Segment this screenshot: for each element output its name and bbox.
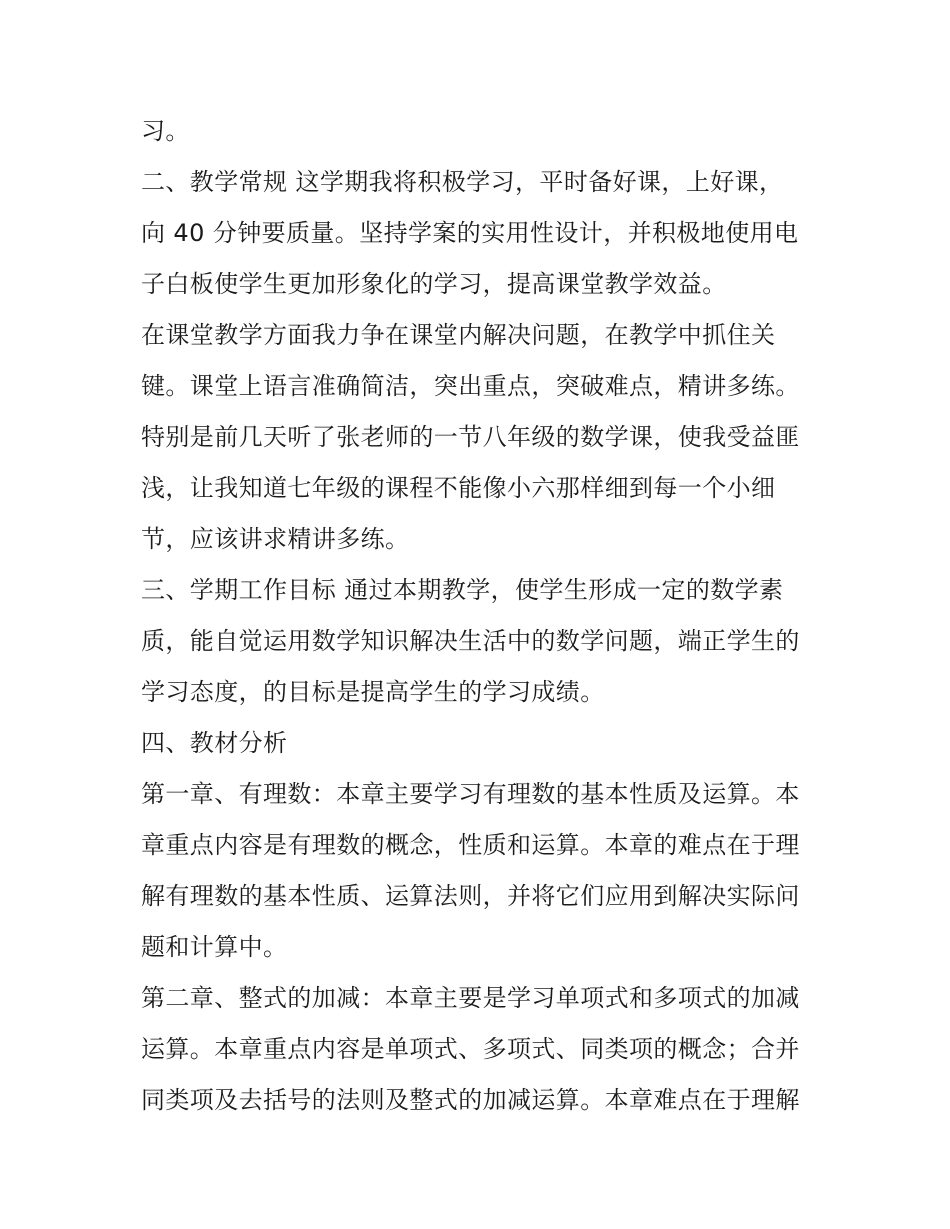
text-line: 特别是前几天听了张老师的一节八年级的数学课，使我受益匪 [141,423,800,451]
text-line: 解有理数的基本性质、运算法则，并将它们应用到解决实际问 [141,882,800,910]
text-line: 题和计算中。 [141,933,288,961]
text-line: 四、教材分析 [141,729,288,757]
text-line: 二、教学常规 这学期我将积极学习，平时备好课，上好课， [141,168,784,196]
text-line: 学习态度，的目标是提高学生的学习成绩。 [141,678,605,706]
text-line: 子白板使学生更加形象化的学习，提高课堂教学效益。 [141,270,727,298]
text-line: 第二章、整式的加减：本章主要是学习单项式和多项式的加减 [141,984,800,1012]
text-line: 运算。本章重点内容是单项式、多项式、同类项的概念；合并 [141,1035,800,1063]
text-line: 三、学期工作目标 通过本期教学，使学生形成一定的数学素 [141,576,784,604]
document-page [141,106,821,1126]
text-line: 章重点内容是有理数的概念，性质和运算。本章的难点在于理 [141,831,800,859]
text-line: 浅，让我知道七年级的课程不能像小六那样细到每一个小细 [141,474,776,502]
text-line: 在课堂教学方面我力争在课堂内解决问题，在教学中抓住关 [141,321,776,349]
text-line: 键。课堂上语言准确简洁，突出重点，突破难点，精讲多练。 [141,372,800,400]
text-line: 向 40 分钟要质量。坚持学案的实用性设计，并积极地使用电 [141,219,799,247]
text-line: 节，应该讲求精讲多练。 [141,525,410,553]
text-line: 同类项及去括号的法则及整式的加减运算。本章难点在于理解 [141,1086,800,1114]
text-line: 质，能自觉运用数学知识解决生活中的数学问题，端正学生的 [141,627,800,655]
text-line: 习。 [141,117,190,145]
text-line: 第一章、有理数：本章主要学习有理数的基本性质及运算。本 [141,780,800,808]
